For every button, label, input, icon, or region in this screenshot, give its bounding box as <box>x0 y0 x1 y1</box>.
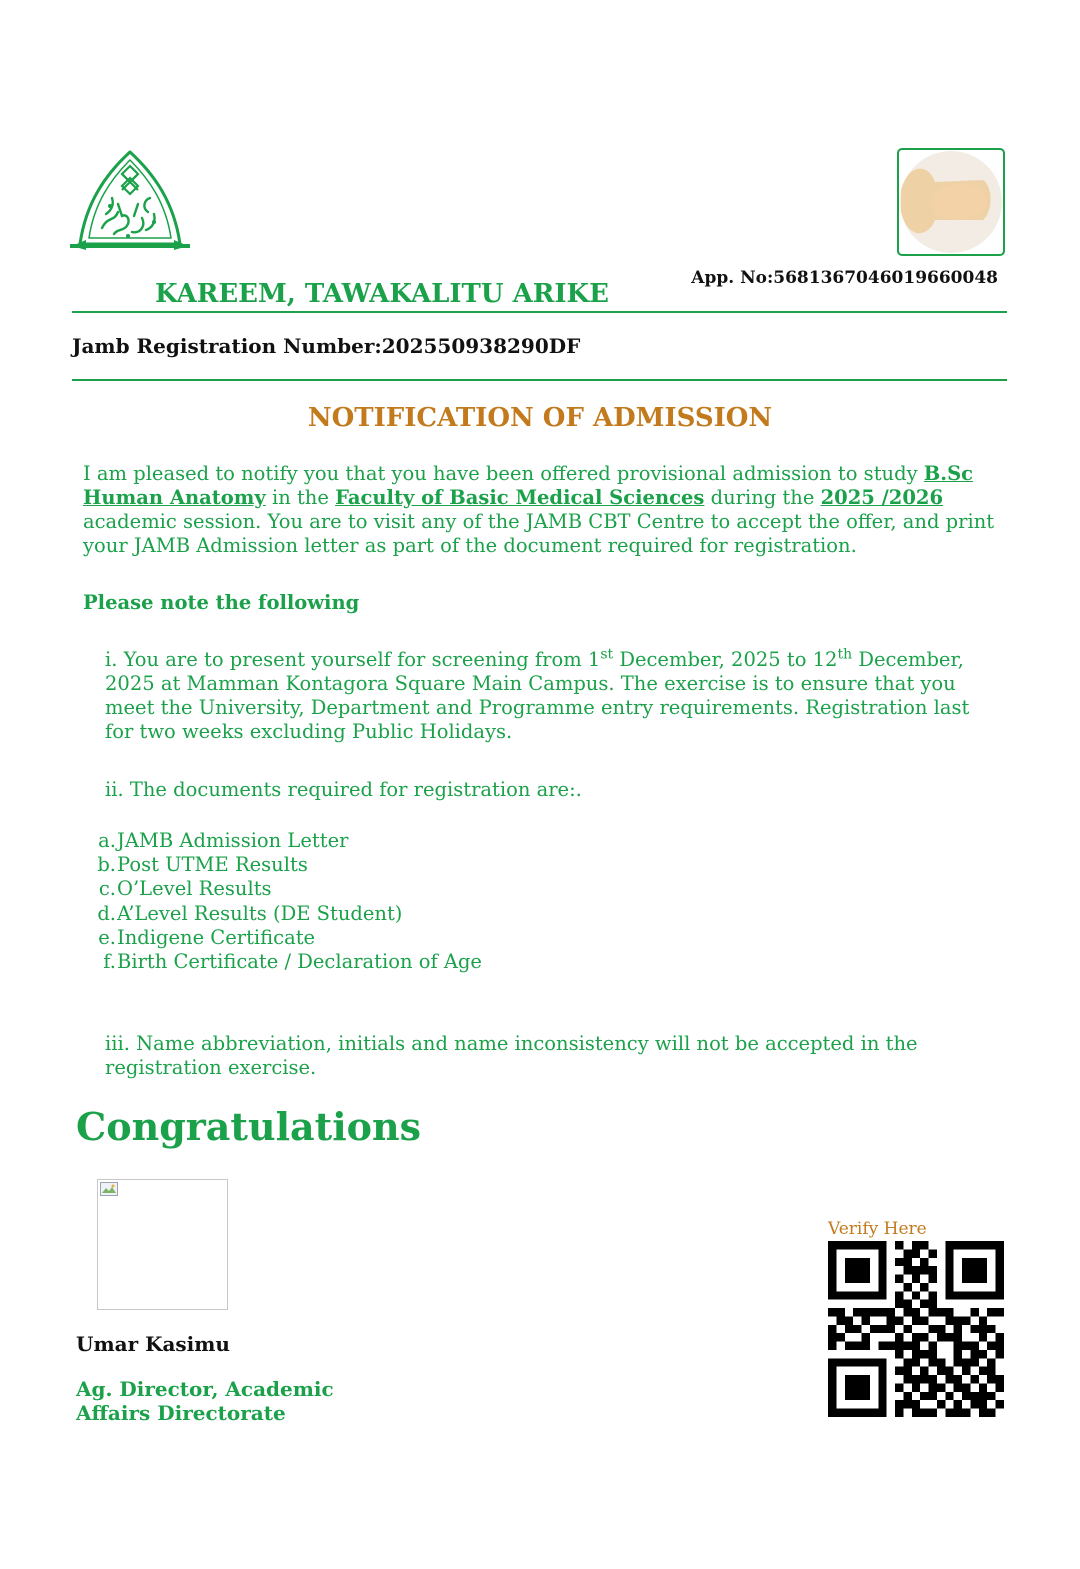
programme-name: B.Sc Human Anatomy <box>83 462 974 509</box>
list-item <box>84 877 482 901</box>
intro-text-1: I am pleased to notify you that you have been offered provisional admission to study <box>83 462 924 485</box>
signatory-name: Umar Kasimu <box>76 1332 230 1356</box>
jamb-registration-number: Jamb Registration Number:202550938290DF <box>72 334 581 358</box>
student-name: KAREEM, TAWAKALITU ARIKE <box>155 279 609 309</box>
abu-crest-icon <box>70 148 190 254</box>
header-divider-bottom <box>72 379 1007 381</box>
admission-intro-paragraph <box>83 462 998 558</box>
intro-text-4: academic session. You are to visit any of the JAMB CBT Centre to accept the offer, and print your JAMB Admission letter as part of the document required for registration. <box>83 510 995 557</box>
list-item-text: Post UTME Results <box>117 853 308 877</box>
list-item-text: JAMB Admission Letter <box>117 829 349 852</box>
documents-note: ii. The documents required for registration are:. <box>105 778 582 801</box>
list-item-text: Indigene Certificate <box>117 925 316 949</box>
list-item <box>84 829 482 853</box>
screening-note <box>105 648 1000 744</box>
screening-text-c: December, 2025 at Mamman Kontagora Square Main Campus. The exercise is to ensure that you meet the University, Department and Programme entry requirements. Registration last for two weeks excluding Public Holidays. <box>105 648 970 743</box>
signature-image <box>97 1179 228 1310</box>
faculty-name: Faculty of Basic Medical Sciences <box>335 486 705 509</box>
list-item <box>84 950 482 974</box>
signatory-title: Ag. Director, Academic Affairs Directorate <box>76 1377 334 1425</box>
intro-text-2: in the <box>265 486 336 509</box>
required-documents-list <box>84 829 482 974</box>
intro-text-3: during the <box>704 486 821 509</box>
ordinal-suffix: th <box>837 646 853 663</box>
passport-photo <box>897 148 1005 256</box>
list-marker: f. <box>103 950 116 974</box>
screening-text-a: i. You are to present yourself for screening from 1 <box>105 648 601 671</box>
header-divider <box>72 311 1007 313</box>
list-marker: b. <box>97 853 116 877</box>
verification-qr-code[interactable] <box>828 1241 1004 1417</box>
university-logo <box>70 148 190 254</box>
passport-photo-image <box>899 150 1003 254</box>
verify-label: Verify Here <box>828 1219 927 1239</box>
ordinal-suffix: st <box>600 646 614 663</box>
list-item-text: A’Level Results (DE Student) <box>117 901 403 925</box>
list-item-text: O’Level Results <box>117 877 272 901</box>
name-consistency-note: iii. Name abbreviation, initials and name inconsistency will not be accepted in the registration exercise. <box>105 1032 918 1079</box>
application-number: App. No:5681367046019660048 <box>691 268 998 288</box>
list-item-text: Birth Certificate / Declaration of Age <box>117 950 482 974</box>
broken-image-icon <box>100 1182 118 1196</box>
screening-text-b: December, 2025 to 12 <box>613 648 838 671</box>
list-marker: a. <box>98 829 116 852</box>
note-heading: Please note the following <box>83 591 360 614</box>
page-title: NOTIFICATION OF ADMISSION <box>307 403 773 433</box>
congratulations-heading: Congratulations <box>76 1104 422 1149</box>
qr-code-icon[interactable] <box>828 1241 1004 1417</box>
list-marker: e. <box>98 925 116 949</box>
list-marker: d. <box>97 901 116 925</box>
list-item <box>84 853 482 877</box>
academic-session: 2025 /2026 <box>820 486 944 509</box>
list-marker: c. <box>98 877 116 901</box>
list-item <box>84 902 482 926</box>
list-item <box>84 926 482 950</box>
